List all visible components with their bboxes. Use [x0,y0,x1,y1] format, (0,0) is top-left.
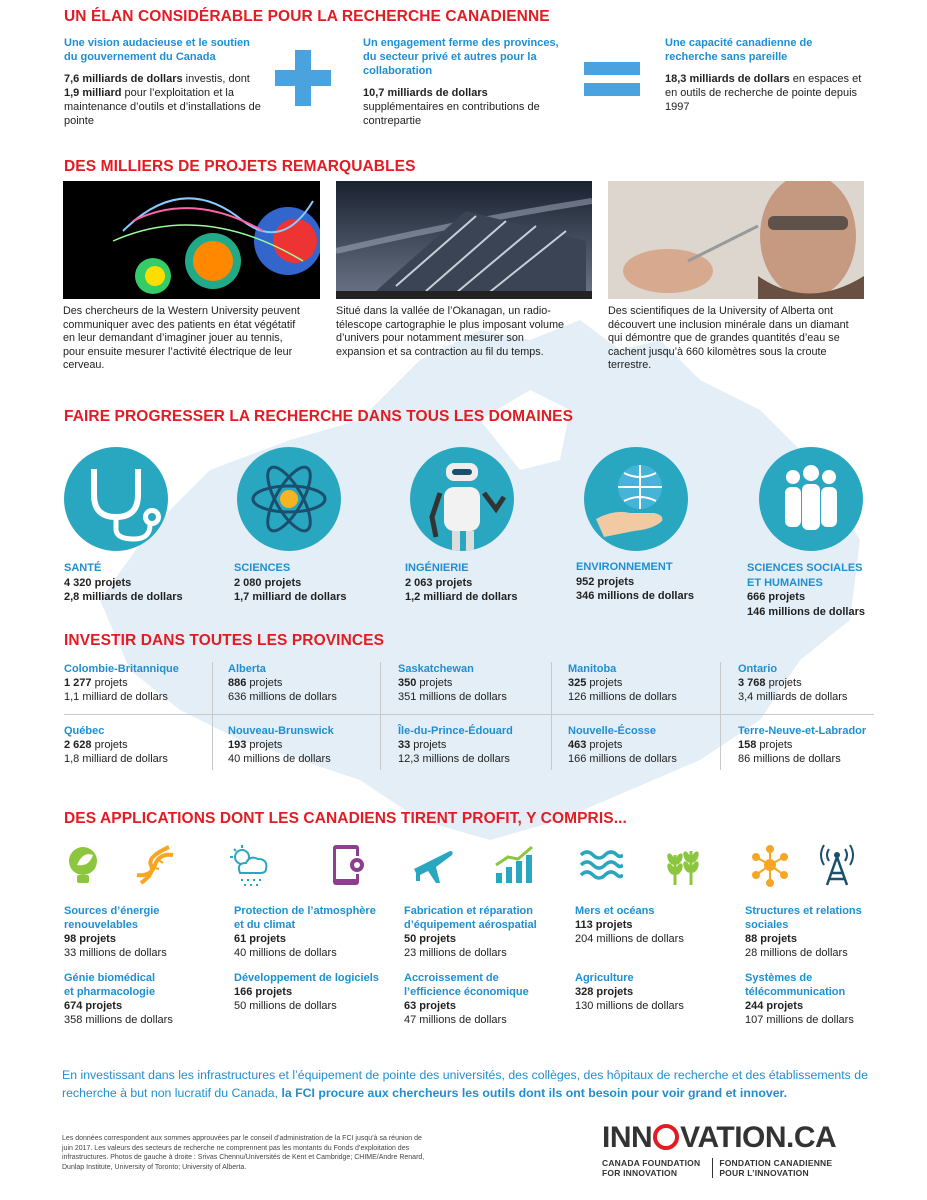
globe-hand-icon [584,447,688,551]
province-pe: Île-du-Prince-Édouard 33 projets 12,3 millions de dollars [398,725,513,765]
section3-title: FAIRE PROGRESSER LA RECHERCHE DANS TOUS LES DOMAINES [64,408,574,425]
app-telecom: Systèmes de télécommunication 244 projets 107 millions de dollars [745,972,854,1026]
photo-caption-2: Situé dans la vallée de l’Okanagan, un radio-télescope cartographie le plus imposant volume d’univers pour notamment mesurer son expansion et sa contraction au fil du temps. [336,305,565,358]
atom-icon [237,447,341,551]
app-agriculture: Agriculture 328 projets 130 millions de dollars [575,972,684,1012]
province-col-divider-3 [551,662,552,770]
section2-title: DES MILLIERS DE PROJETS REMARQUABLES [64,158,416,175]
domain-sciences: SCIENCES 2 080 projets 1,7 milliard de dollars [234,562,347,603]
network-icon [748,843,792,887]
weather-icon [228,843,272,887]
provincial-funding-head: Un engagement ferme des provinces, du secteur privé et autres pour la collaboration [363,37,559,77]
province-ns: Nouvelle-Écosse 463 projets 166 millions de dollars [568,725,677,765]
province-on: Ontario 3 768 projets 3,4 milliards de dollars [738,663,848,703]
app-economic-efficiency: Accroissement de l’efficience économique 63 projets 47 millions de dollars [404,972,529,1026]
province-nb: Nouveau-Brunswick 193 projets 40 millions de dollars [228,725,334,765]
federal-funding-block: Une vision audacieuse et le soutien du gouvernement du Canada 7,6 milliards de dollars investis, dont 1,9 milliard pour l’exploitation et la maintenance d’outils et d’installations de pointe [64,36,264,128]
growth-chart-icon [492,843,536,887]
section1-title: UN ÉLAN CONSIDÉRABLE POUR LA RECHERCHE CANADIENNE [64,8,550,25]
tablet-gear-icon [327,843,371,887]
app-atmosphere-climate: Protection de l’atmosphère et du climat 61 projets 40 millions de dollars [234,905,376,959]
domain-health: SANTÉ 4 320 projets 2,8 milliards de dollars [64,562,183,603]
app-oceans: Mers et océans 113 projets 204 millions de dollars [575,905,684,945]
total-capacity-head: Une capacité canadienne de recherche sans pareille [665,37,813,63]
brain-scan-photo [63,181,320,299]
stethoscope-icon [64,447,168,551]
domain-environment: ENVIRONNEMENT 952 projets 346 millions de dollars [576,561,694,602]
logo-wordmark: INN VATION.CA [602,1121,837,1154]
photo-caption-1: Des chercheurs de la Western University peuvent communiquer avec des patients en état végétatif en leur demandant d’imaginer jouer au tennis, pour ensuite mesurer l’activité électrique de leur cerveau. [63,305,300,371]
section5-title: DES APPLICATIONS DONT LES CANADIENS TIRENT PROFIT, Y COMPRIS... [64,810,627,827]
closing-statement: En investissant dans les infrastructures et l’équipement de pointe des universités, des collèges, des hôpitaux de recherche et des établissements de recherche à but non lucratif du Canada, la FCI procure aux chercheurs les outils dont ils ont besoin pour voir grand et innover. [62,1068,868,1100]
app-renewable-energy: Sources d’énergie renouvelables 98 projets 33 millions de dollars [64,905,167,959]
province-bc: Colombie-Britannique 1 277 projets 1,1 milliard de dollars [64,663,179,703]
province-col-divider-1 [212,662,213,770]
photo-caption-3: Des scientifiques de la University of Alberta ont découvert une inclusion minérale dans un diamant qui démontre que de grandes quantités d’eau se cachent jusqu’à 660 kilomètres sous la croute terrestre. [608,305,849,371]
bulb-leaf-icon [63,843,107,887]
section4-title: INVESTIR DANS TOUTES LES PROVINCES [64,632,385,649]
logo-o-ring-icon [653,1124,679,1150]
app-social-structures: Structures et relations sociales 88 projets 28 millions de dollars [745,905,862,959]
equals-icon [584,60,640,98]
province-nl: Terre-Neuve-et-Labrador 158 projets 86 millions de dollars [738,725,867,765]
scientist-diamond-photo [608,181,864,299]
waves-icon [579,843,623,887]
province-row-divider [64,714,874,715]
plus-icon [273,48,333,108]
fine-print: Les données correspondent aux sommes approuvées par le conseil d’administration de la FCI jusqu’à sa réunion de juin 2017. Les valeurs des secteurs de recherche ne comprennent pas les montants du Fonds d’exploitation des infrastructures. Photos de gauche à droite : Srivas Chennu/Universités de Kent et Cambridge; CHIME/Andre Renard, Dunlap Institute, University of Toronto; University of Alberta. [62,1135,425,1171]
province-sk: Saskatchewan 350 projets 351 millions de dollars [398,663,507,703]
people-icon [759,447,863,551]
domain-social-sciences: SCIENCES SOCIALES ET HUMAINES 666 projets 146 millions de dollars [747,562,865,618]
dna-icon [133,843,177,887]
antenna-icon [815,843,859,887]
robot-icon [410,447,514,551]
radio-telescope-photo [336,181,592,299]
cfi-logo[interactable]: INN VATION.CA CANADA FOUNDATION FOR INNOVATION FONDATION CANADIENNE POUR L’INNOVATION [602,1122,872,1188]
app-biomedical: Génie biomédical et pharmacologie 674 projets 358 millions de dollars [64,972,173,1026]
app-aerospace: Fabrication et réparation d’équipement aérospatial 50 projets 23 millions de dollars [404,905,537,959]
province-ab: Alberta 886 projets 636 millions de dollars [228,663,337,703]
province-mb: Manitoba 325 projets 126 millions de dollars [568,663,677,703]
airplane-icon [410,843,454,887]
wheat-icon [661,843,705,887]
total-capacity-block: Une capacité canadienne de recherche sans pareille 18,3 milliards de dollars en espaces et en outils de recherche de pointe depuis 1997 [665,36,865,114]
federal-funding-head: Une vision audacieuse et le soutien du gouvernement du Canada [64,37,250,63]
domain-engineering: INGÉNIERIE 2 063 projets 1,2 milliard de dollars [405,562,518,603]
province-col-divider-2 [380,662,381,770]
province-col-divider-4 [720,662,721,770]
app-software: Développement de logiciels 166 projets 50 millions de dollars [234,972,379,1012]
provincial-funding-block: Un engagement ferme des provinces, du secteur privé et autres pour la collaboration 10,7 milliards de dollars supplémentaires en contributions de contrepartie [363,36,575,128]
province-qc: Québec 2 628 projets 1,8 milliard de dollars [64,725,168,765]
